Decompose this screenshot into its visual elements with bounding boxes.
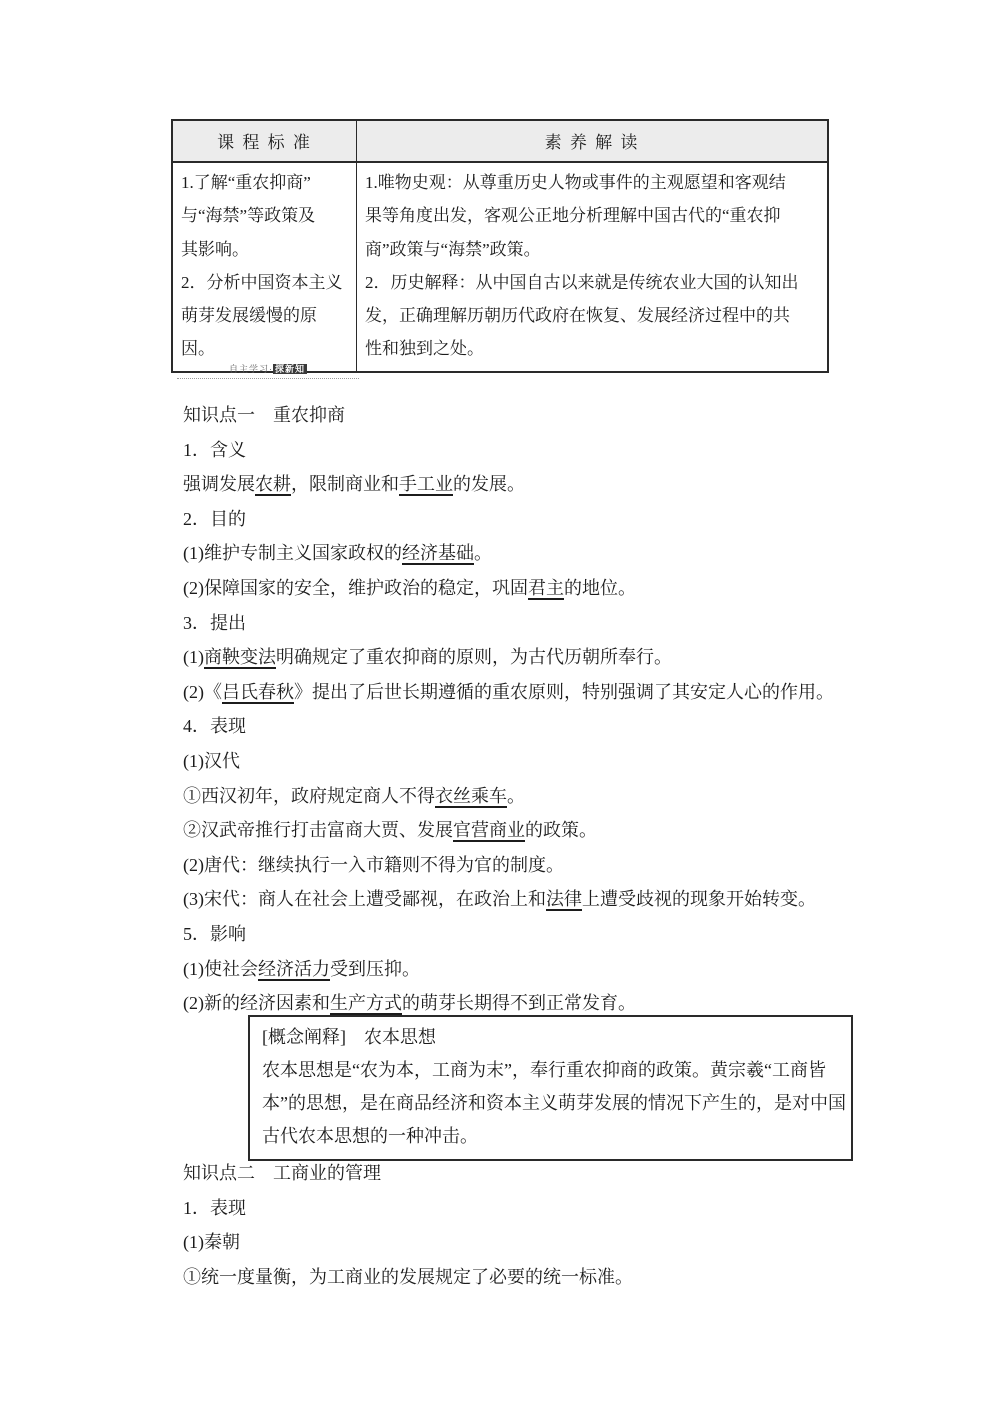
concept-box-header [262, 1021, 839, 1054]
text-line: 因。 [181, 339, 215, 359]
table-header-row [173, 121, 827, 163]
banner-prefix: 自主学习· [228, 364, 273, 374]
text-line: 4．表现 [183, 716, 246, 737]
table-header-literacy: 素 养 解 读 [544, 133, 640, 152]
concept-box [248, 1015, 853, 1161]
banner-highlight: 探新知 [274, 364, 305, 374]
text-line: (2)新的经济因素和生产方式的萌芽长期得不到正常发育。 [183, 993, 636, 1014]
text-line: (3)宋代：商人在社会上遭受鄙视，在政治上和法律上遭受歧视的现象开始转变。 [183, 889, 816, 910]
text-line: 萌芽发展缓慢的原 [181, 306, 317, 326]
concept-box-body [262, 1054, 846, 1153]
text-line: (1)秦朝 [183, 1232, 240, 1253]
text-line: 1.唯物史观：从尊重历史人物或事件的主观愿望和客观结 [365, 173, 786, 192]
text-line: (2)唐代：继续执行一入市籍则不得为官的制度。 [183, 854, 564, 875]
table-header-course-standard: 课 程 标 准 [173, 121, 357, 161]
text-line: 发，正确理解历朝历代政府在恢复、发展经济过程中的共 [365, 306, 790, 326]
table-cell-literacy [357, 163, 827, 371]
text-line: 农本思想是“农为本，工商为末”，奉行重农抑商的政策。黄宗羲“工商皆 [262, 1060, 826, 1080]
text-line: 知识点一 重农抑商 [183, 405, 345, 425]
text-line: (1)使社会经济活力受到压抑。 [183, 958, 420, 979]
text-line: 1．表现 [183, 1197, 246, 1218]
text-line: 古代农本思想的一种冲击。 [262, 1126, 478, 1146]
text-line: 5．影响 [183, 923, 246, 944]
text-line: 2．目的 [183, 508, 246, 529]
text-line: 强调发展农耕，限制商业和手工业的发展。 [183, 474, 525, 495]
knowledge-point-2-section [183, 1156, 883, 1294]
text-line: ①西汉初年，政府规定商人不得衣丝乘车。 [183, 785, 525, 806]
text-line: (1)维护专制主义国家政权的经济基础。 [183, 543, 492, 564]
text-line: 1.了解“重农抑商” [181, 173, 311, 192]
knowledge-point-1-section [183, 398, 883, 1021]
text-line: (1)汉代 [183, 750, 240, 771]
self-study-banner [177, 364, 359, 379]
table-cell-course-standard [173, 163, 357, 371]
text-line: 本”的思想，是在商品经济和资本主义萌芽发展的情况下产生的，是对中国 [262, 1093, 846, 1113]
text-line: 其影响。 [181, 239, 249, 259]
text-line: 知识点二 工商业的管理 [183, 1163, 381, 1183]
text-line: (2)《吕氏春秋》提出了后世长期遵循的重农原则，特别强调了其安定人心的作用。 [183, 681, 834, 702]
text-line: 1．含义 [183, 439, 246, 460]
standards-table [171, 119, 829, 373]
text-line: 与“海禁”等政策及 [181, 206, 316, 226]
text-line: 3．提出 [183, 612, 246, 633]
text-line: 商”政策与“海禁”政策。 [365, 239, 541, 259]
text-line: 果等角度出发，客观公正地分析理解中国古代的“重农抑 [365, 206, 781, 226]
table-body-row [173, 163, 827, 371]
text-line: 2．分析中国资本主义 [181, 272, 343, 292]
concept-box-title: 农本思想 [364, 1027, 436, 1047]
text-line: (2)保障国家的安全，维护政治的稳定，巩固君主的地位。 [183, 577, 636, 598]
text-line: ①统一度量衡，为工商业的发展规定了必要的统一标准。 [183, 1266, 633, 1287]
text-line: ②汉武帝推行打击富商大贾、发展官营商业的政策。 [183, 820, 597, 841]
concept-box-label: [概念阐释] [262, 1027, 346, 1047]
text-line: 2．历史解释：从中国自古以来就是传统农业大国的认知出 [365, 272, 799, 292]
text-line: 性和独到之处。 [365, 339, 484, 359]
text-line: (1)商鞅变法明确规定了重农抑商的原则，为古代历朝所奉行。 [183, 647, 672, 668]
